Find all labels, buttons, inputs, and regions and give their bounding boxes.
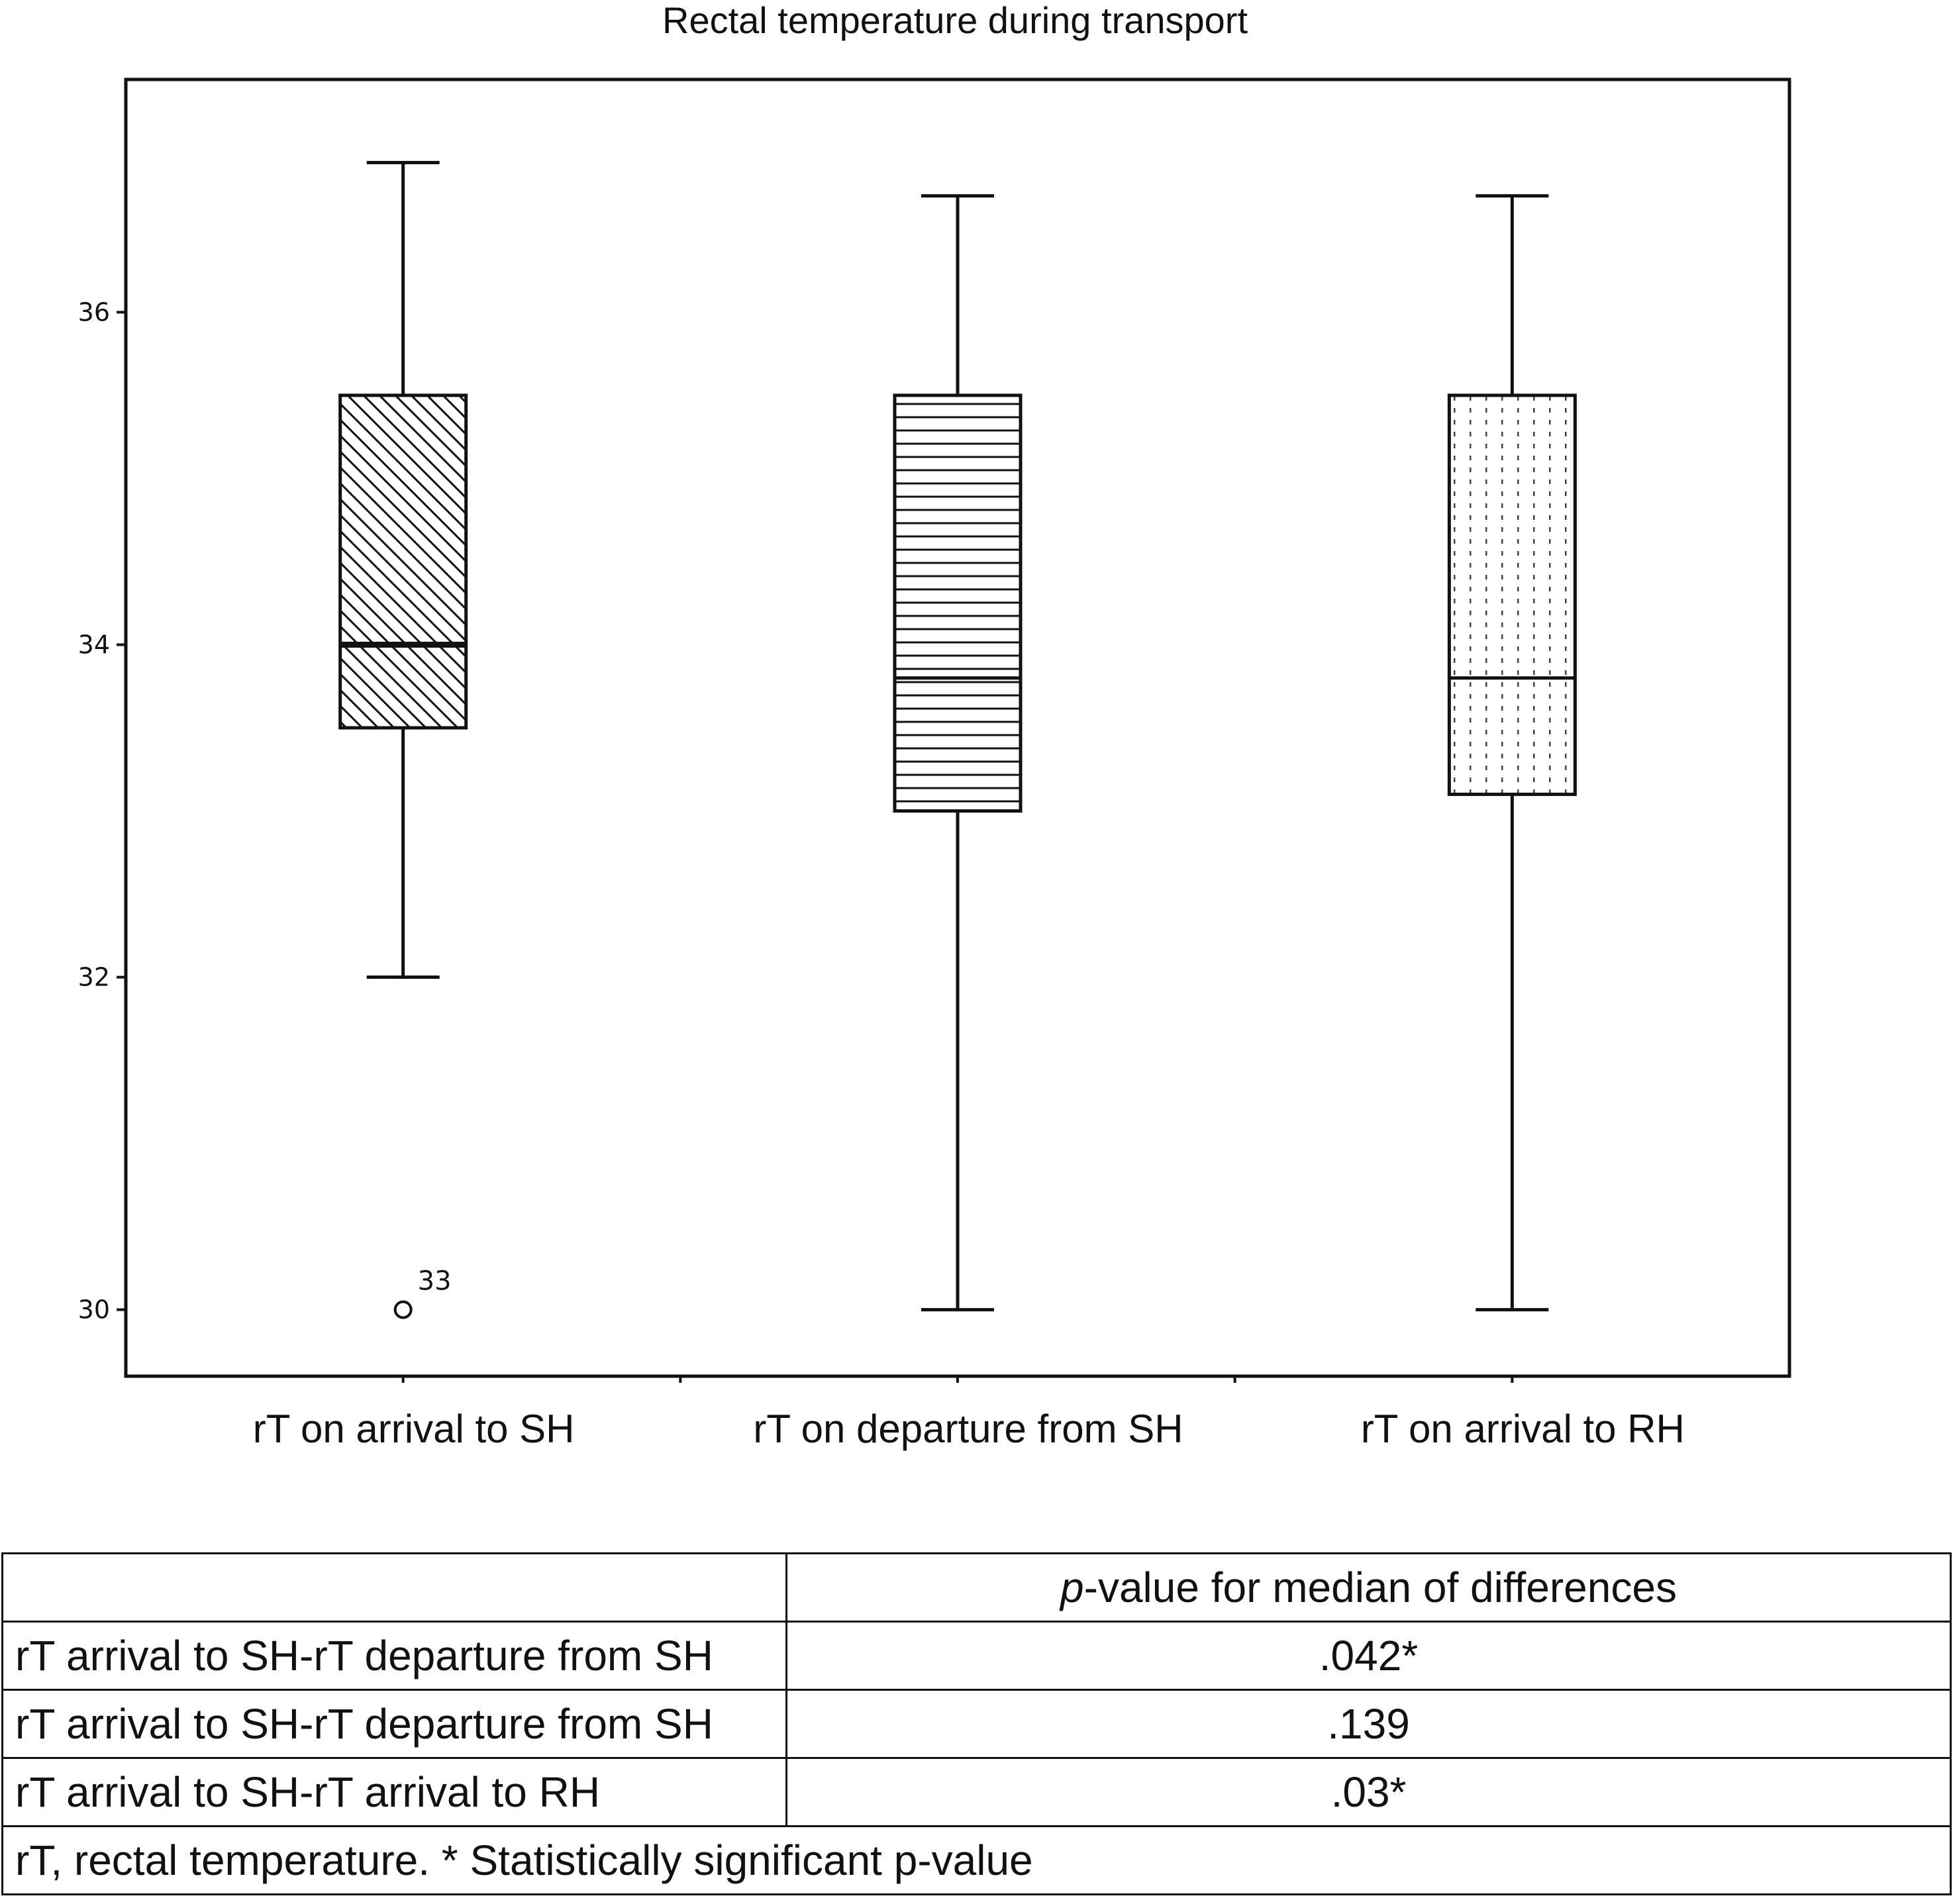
table-footnote: rT, rectal temperature. * Statistically significant p-value xyxy=(3,1827,1951,1895)
x-axis xyxy=(253,1376,1685,1451)
table-header-empty-cell xyxy=(3,1554,787,1622)
table-row-label: rT arrival to SH-rT departure from SH xyxy=(3,1690,787,1758)
y-axis xyxy=(78,297,126,1324)
y-tick-label: 36 xyxy=(77,297,110,327)
box-1 xyxy=(340,163,466,1318)
table-row-label: rT arrival to SH-rT departure from SH xyxy=(3,1622,787,1690)
table-row xyxy=(3,1690,1951,1758)
table-row-value: .03* xyxy=(787,1758,1951,1827)
box-iqr xyxy=(340,395,466,728)
outlier-label: 33 xyxy=(417,1266,452,1297)
table-row xyxy=(3,1758,1951,1827)
box-iqr xyxy=(895,395,1021,811)
table-row-value: .042* xyxy=(787,1622,1951,1690)
x-tick-label: rT on departure from SH xyxy=(753,1407,1183,1451)
x-tick-label: rT on arrival to SH xyxy=(252,1407,575,1451)
outlier-point xyxy=(395,1302,411,1318)
box-2 xyxy=(895,196,1021,1310)
box-series-group xyxy=(340,163,1576,1318)
y-tick-label: 32 xyxy=(77,962,110,992)
table-footnote-row xyxy=(3,1827,1951,1895)
pvalue-table xyxy=(1,1552,1952,1895)
box-3 xyxy=(1449,196,1575,1310)
table-row-label: rT arrival to SH-rT arrival to RH xyxy=(3,1758,787,1827)
table-row xyxy=(3,1622,1951,1690)
chart-title: Rectal temperature during transport xyxy=(662,0,1248,41)
table-header-row xyxy=(3,1554,1951,1622)
box-iqr xyxy=(1449,395,1575,794)
table-row-value: .139 xyxy=(787,1690,1951,1758)
table-header-pvalue: p-value for median of differences xyxy=(787,1554,1951,1622)
y-tick-label: 34 xyxy=(77,630,110,660)
x-tick-label: rT on arrival to RH xyxy=(1360,1407,1685,1451)
y-tick-label: 30 xyxy=(77,1295,110,1325)
